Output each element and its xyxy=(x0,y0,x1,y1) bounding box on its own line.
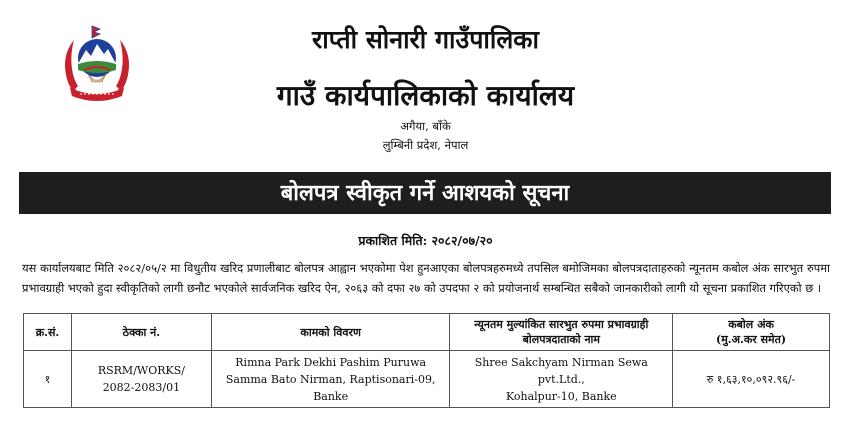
col-header-amount-line2: (मु.अ.कर समेत) xyxy=(716,333,787,346)
table-row xyxy=(24,351,830,408)
cell-bidder xyxy=(450,351,673,408)
col-header-amount-line1: कबोल अंक xyxy=(728,318,774,331)
address-line-2: लुम्बिनी प्रदेश, नेपाल xyxy=(382,138,469,152)
municipality-name: राप्ती सोनारी गाउँपालिका xyxy=(312,25,539,54)
table-header-row xyxy=(24,314,830,351)
cell-work-line1: Rimna Park Dekhi Pashim Puruwa xyxy=(235,355,427,369)
col-header-work-description: कामको विवरण xyxy=(211,314,450,351)
address-line-1: अगैया, बाँके xyxy=(400,119,451,133)
col-header-amount xyxy=(673,314,830,351)
notice-body-text: यस कार्यालयबाट मिति २०८२/०५/२ मा विधुतीय खरिद प्रणालीबाट बोलपत्र आह्वान भएकोमा पेश हुनआएका बोलपत्रहरुमध्ये तपसिल बमोजिमका बोलपत्रदाताहरुको न्यूनतम कबोल अंक सारभुत रुपमा प्रभावग्राही भएको हुदा स्वीकृतिको लागी छनौट भएकोले सार्वजनिक खरिद ऐन, २०६३ को दफा २७ को उपदफा २ को प्रयोजनार्थ सम्बन्धित सबैको जानकारीको लागी यो सूचना प्रकाशित गरिएको छ । xyxy=(22,261,830,295)
cell-sn: १ xyxy=(24,351,72,408)
notice-title-banner: बोलपत्र स्वीकृत गर्ने आशयको सूचना xyxy=(19,172,831,214)
col-header-bidder-line2: बोलपत्रदाताको नाम xyxy=(522,333,600,346)
col-header-bidder-line1: न्यूनतम मुल्यांकित सारभुत रुपमा प्रभावग्राही xyxy=(474,318,649,331)
cell-bidder-line2: Kohalpur-10, Banke xyxy=(505,389,617,403)
office-name: गाउँ कार्यपालिकाको कार्यालय xyxy=(276,79,575,112)
cell-work-line2: Samma Bato Nirman, Raptisonari-09, Banke xyxy=(225,372,436,403)
cell-contract-no-line2: 2082-2083/01 xyxy=(102,381,181,394)
col-header-sn: क्र.सं. xyxy=(24,314,72,351)
cell-amount: रु १,६३,१०,०९२.९६/- xyxy=(673,351,830,408)
cell-contract-no xyxy=(71,351,211,408)
cell-contract-no-line1: RSRM/WORKS/ xyxy=(97,364,185,377)
bid-table xyxy=(23,313,830,408)
col-header-contract-no: ठेक्का नं. xyxy=(71,314,211,351)
col-header-bidder xyxy=(450,314,673,351)
published-date: प्रकाशित मिति: २०८२/०७/२० xyxy=(358,233,493,248)
cell-bidder-line1: Shree Sakchyam Nirman Sewa pvt.Ltd., xyxy=(474,355,648,386)
cell-work-description xyxy=(211,351,450,408)
